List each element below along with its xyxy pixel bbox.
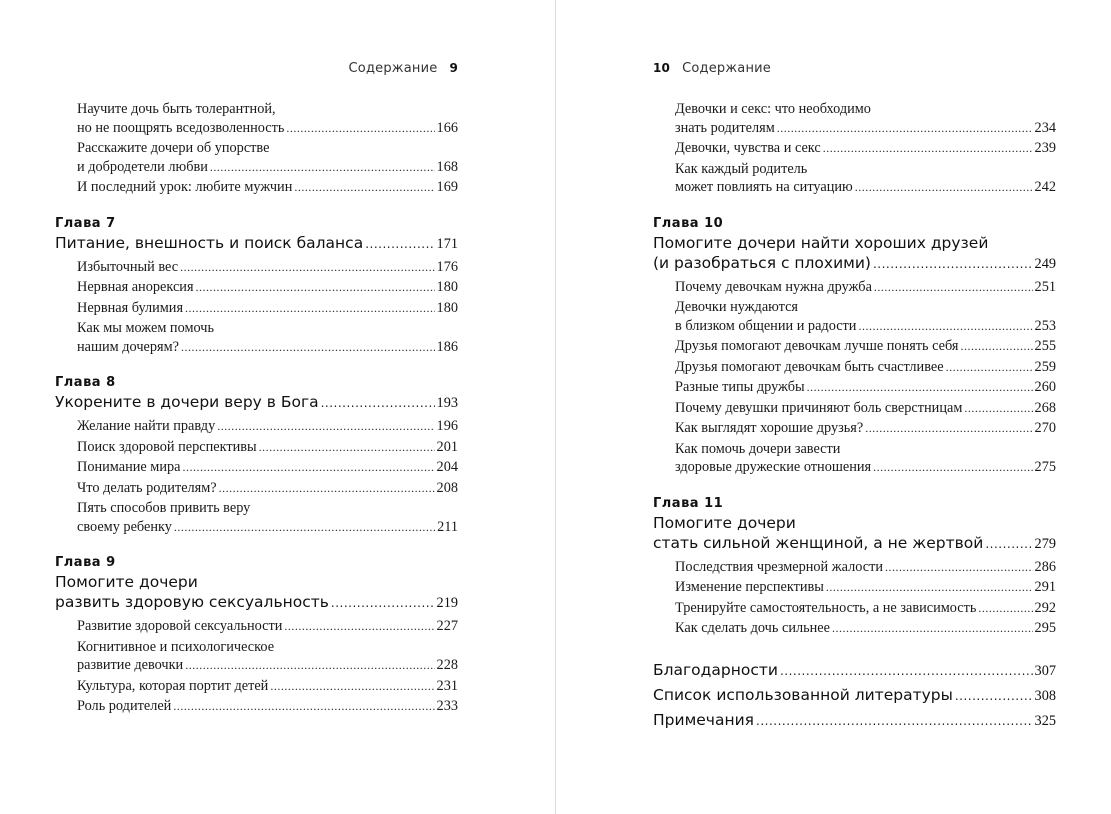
table-of-contents-right [653,100,1056,733]
page-ref: 239 [1034,140,1056,156]
entry-title-line: Друзья помогают девочкам лучше понять себя [675,338,959,354]
dot-leader [180,258,434,277]
leader-line [77,158,458,177]
page-ref: 180 [436,279,458,295]
dot-leader [961,337,1033,356]
chapter-title[interactable] [55,392,458,413]
chapter-label: Глава 7 [55,215,116,231]
page-ref: 180 [436,299,458,316]
dot-leader [946,358,1033,377]
chapter-label: Глава 8 [55,375,116,390]
leader-line [77,119,458,138]
dot-leader [885,558,1033,577]
leader-line [77,178,458,197]
entry-title-line: Роль родителей [77,698,172,714]
chapter-title[interactable] [653,513,1056,554]
page-ref: 291 [1034,579,1056,595]
dot-leader [865,419,1032,438]
leader-line [675,578,1056,597]
leader-line [77,458,458,477]
toc-entry[interactable] [653,399,1056,418]
page-ref: 286 [1034,558,1056,575]
leader-line [77,479,458,498]
dot-leader [873,458,1032,477]
leader-line [675,337,1056,356]
dot-leader [780,658,1033,683]
page-ref: 208 [436,479,458,496]
chapter-title-line: (и разобраться с плохими) [653,253,871,272]
toc-entry[interactable] [55,139,458,176]
right-page [653,0,1056,814]
entry-title-line: Когнитивное и психологическое [77,638,275,655]
running-head-title: Содержание [348,61,438,76]
page-ref: 234 [1034,119,1056,136]
dot-leader [777,119,1033,138]
entry-title-line: Избыточный вес [77,258,179,275]
entry-title-line: Девочки, чувства и секс [675,140,821,156]
dot-leader [807,378,1033,397]
leader-line [675,278,1056,297]
chapter-section [653,495,1056,638]
page-ref: 260 [1034,379,1056,395]
toc-entry[interactable] [55,278,458,297]
dot-leader [185,299,435,318]
back-matter-title: Список использованной литературы [653,685,953,704]
chapter-title[interactable] [55,233,458,254]
chapter-title-line: стать сильной женщиной, а не жертвой [653,533,984,552]
chapter-label: Глава 11 [653,495,724,511]
chapter-title-line: Питание, внешность и поиск баланса [55,233,364,252]
dot-leader [826,578,1033,597]
entry-title-line: здоровые дружеские отношения [675,459,872,475]
leader-line [55,233,458,254]
chapter-label: Глава 10 [653,215,724,231]
dot-leader [858,317,1032,336]
chapter-title-line: Укорените в дочери веру в Бога [55,393,319,411]
dot-leader [756,708,1033,733]
page-ref: 168 [436,158,458,175]
dot-leader [284,617,434,636]
left-page [55,0,458,814]
toc-entry[interactable] [55,299,458,318]
entry-title-line: Девочки и секс: что необходимо [675,101,871,117]
toc-entry[interactable] [55,178,458,197]
entry-title-line: Почему девочкам нужна дружба [675,278,872,295]
toc-entry[interactable] [653,278,1056,297]
leader-line [77,518,458,537]
page-ref: 308 [1034,687,1056,704]
entry-title-line: Нервная булимия [77,299,184,316]
entry-title-line: Как помочь дочери завести [675,440,841,457]
entry-title-line: Понимание мира [77,459,181,475]
toc-entry[interactable] [55,438,458,457]
leader-line [675,419,1056,438]
dot-leader [873,253,1033,274]
entry-title-line: своему ребенку [77,518,172,535]
running-head-title: Содержание [682,61,772,76]
leader-line [675,599,1056,618]
leader-line [77,677,458,696]
page-ref: 307 [1034,662,1056,679]
entry-title-line: Изменение перспективы [675,579,824,595]
dot-leader [174,518,435,537]
dot-leader [823,139,1033,158]
running-head-right [653,61,771,76]
entry-title-line: в близком общении и радости [675,317,857,334]
leader-line [77,278,458,297]
page-ref: 325 [1034,712,1056,729]
dot-leader [196,278,435,297]
leader-line [675,139,1056,158]
entry-title-line: Разные типы дружбы [675,379,805,395]
page-ref: 242 [1034,179,1056,195]
page-ref: 292 [1034,599,1056,616]
entry-title-line: нашим дочерям? [77,338,179,355]
toc-entry[interactable] [653,599,1056,618]
dot-leader [955,683,1033,708]
toc-entry[interactable] [653,558,1056,577]
dot-leader [294,178,434,197]
entry-title-line: Тренируйте самостоятельность, а не зависимость [675,599,977,616]
leader-line [653,658,1056,683]
entry-title-line: но не поощрять вседозволенность [77,119,285,136]
page-ref: 231 [436,677,458,694]
toc-entry[interactable] [55,499,458,536]
leader-line [675,378,1056,397]
back-matter-entry[interactable] [653,658,1056,683]
entry-title-line: развитие девочки [77,657,184,673]
entry-title-line: Что делать родителям? [77,479,217,496]
entry-title-line: Культура, которая портит детей [77,677,269,694]
toc-entry[interactable] [55,617,458,636]
page-number: 10 [653,61,671,75]
entry-title-line: Развитие здоровой сексуальности [77,618,283,634]
toc-entry[interactable] [55,258,458,277]
toc-entry[interactable] [55,100,458,137]
chapter-label: Глава 9 [55,555,116,570]
dot-leader [210,158,435,177]
back-matter-title: Примечания [653,710,754,729]
page-ref: 255 [1034,338,1056,354]
chapter-section [653,215,1056,477]
entry-title-line: Последствия чрезмерной жалости [675,558,883,575]
dot-leader [219,479,435,498]
leader-line [675,558,1056,577]
toc-entry[interactable] [55,319,458,356]
entry-title-line: Как выглядят хорошие друзья? [675,420,864,436]
chapter-section [55,215,458,357]
chapter-title-line: Помогите дочери найти хороших друзей [653,233,989,252]
dot-leader [217,417,434,436]
dot-leader [331,592,435,613]
page-ref: 169 [436,179,458,195]
page-ref: 193 [436,395,458,411]
leader-line [675,178,1056,197]
entry-title-line: И последний урок: любите мужчин [77,179,293,195]
page-ref: 268 [1034,399,1056,416]
book-gutter [555,0,556,814]
entry-title-line: Как каждый родитель [675,160,808,177]
dot-leader [855,178,1033,197]
entry-title-line: может повлиять на ситуацию [675,179,853,195]
entry-title-line: Как мы можем помочь [77,320,214,336]
leader-line [55,392,458,413]
page-ref: 295 [1034,620,1056,636]
leader-line [675,358,1056,377]
toc-entry[interactable] [55,677,458,696]
entry-title-line: Поиск здоровой перспективы [77,438,257,455]
toc-entry[interactable] [55,458,458,477]
page-ref: 171 [436,235,458,252]
toc-entry[interactable] [653,337,1056,356]
page-ref: 275 [1034,459,1056,475]
dot-leader [365,233,434,254]
dot-leader [321,392,435,413]
toc-entry[interactable] [653,298,1056,335]
page-ref: 186 [436,338,458,355]
page-ref: 253 [1034,317,1056,334]
toc-entry[interactable] [55,638,458,675]
dot-leader [185,656,434,675]
leader-line [675,619,1056,638]
leader-line [675,119,1056,138]
dot-leader [286,119,434,138]
leader-line [675,458,1056,477]
dot-leader [259,438,435,457]
entry-title-line: Пять способов привить веру [77,500,251,516]
leader-line [653,708,1056,733]
toc-entry[interactable] [55,697,458,716]
entry-title-line: Почему девушки причиняют боль сверстницам [675,399,963,416]
entry-title-line: Желание найти правду [77,418,216,434]
leader-line [653,683,1056,708]
toc-entry[interactable] [653,440,1056,477]
leader-line [77,338,458,357]
dot-leader [978,599,1032,618]
chapter-title-line: Помогите дочери [653,513,796,532]
page-ref: 196 [436,418,458,434]
page-ref: 228 [436,657,458,673]
toc-entry[interactable] [653,160,1056,197]
leader-line [55,592,458,613]
chapter-title[interactable] [653,233,1056,274]
toc-entry[interactable] [653,619,1056,638]
page-ref: 201 [436,438,458,455]
dot-leader [985,533,1032,554]
page-ref: 211 [437,518,458,535]
leader-line [77,417,458,436]
dot-leader [183,458,435,477]
back-matter-entry[interactable] [653,708,1056,733]
page-ref: 251 [1034,278,1056,295]
dot-leader [270,677,434,696]
page-ref: 204 [436,459,458,475]
page-ref: 176 [436,258,458,275]
toc-entry[interactable] [653,358,1056,377]
back-matter-entry[interactable] [653,683,1056,708]
leader-line [77,656,458,675]
leader-line [77,697,458,716]
chapter-title[interactable] [55,572,458,613]
chapter-title-line: Помогите дочери [55,573,198,591]
leader-line [77,617,458,636]
page-ref: 233 [436,698,458,714]
table-of-contents-left [55,100,458,718]
back-matter [653,658,1056,733]
page-number: 9 [449,61,458,75]
toc-entry[interactable] [55,417,458,436]
chapter-section [55,554,458,716]
entry-title-line: Как сделать дочь сильнее [675,620,830,636]
leader-line [653,533,1056,554]
dot-leader [874,278,1033,297]
entry-title-line: Друзья помогают девочкам быть счастливее [675,358,944,375]
entry-title-line: Расскажите дочери об упорстве [77,140,270,156]
chapter-title-line: развить здоровую сексуальность [55,593,329,611]
entry-title-line: и добродетели любви [77,158,208,175]
back-matter-title: Благодарности [653,660,778,679]
page-ref: 279 [1034,535,1056,552]
page-ref: 166 [436,119,458,136]
running-head-left [349,61,458,76]
dot-leader [181,338,435,357]
toc-entry[interactable] [653,139,1056,158]
page-ref: 270 [1034,420,1056,436]
page-ref: 259 [1034,358,1056,375]
leader-line [675,317,1056,336]
leader-line [77,438,458,457]
leader-line [77,299,458,318]
dot-leader [832,619,1033,638]
dot-leader [964,399,1032,418]
leader-line [675,399,1056,418]
toc-entry[interactable] [653,419,1056,438]
dot-leader [173,697,434,716]
entry-title-line: знать родителям [675,119,775,136]
entry-title-line: Нервная анорексия [77,279,194,295]
toc-entry[interactable] [653,578,1056,597]
chapter-section [55,374,458,536]
toc-entry[interactable] [653,378,1056,397]
toc-entry[interactable] [55,479,458,498]
entry-title-line: Научите дочь быть толерантной, [77,101,276,117]
entry-title-line: Девочки нуждаются [675,299,799,315]
leader-line [77,258,458,277]
page-ref: 227 [436,618,458,634]
page-ref: 219 [436,595,458,611]
toc-entry[interactable] [653,100,1056,137]
page-ref: 249 [1034,255,1056,272]
leader-line [653,253,1056,274]
